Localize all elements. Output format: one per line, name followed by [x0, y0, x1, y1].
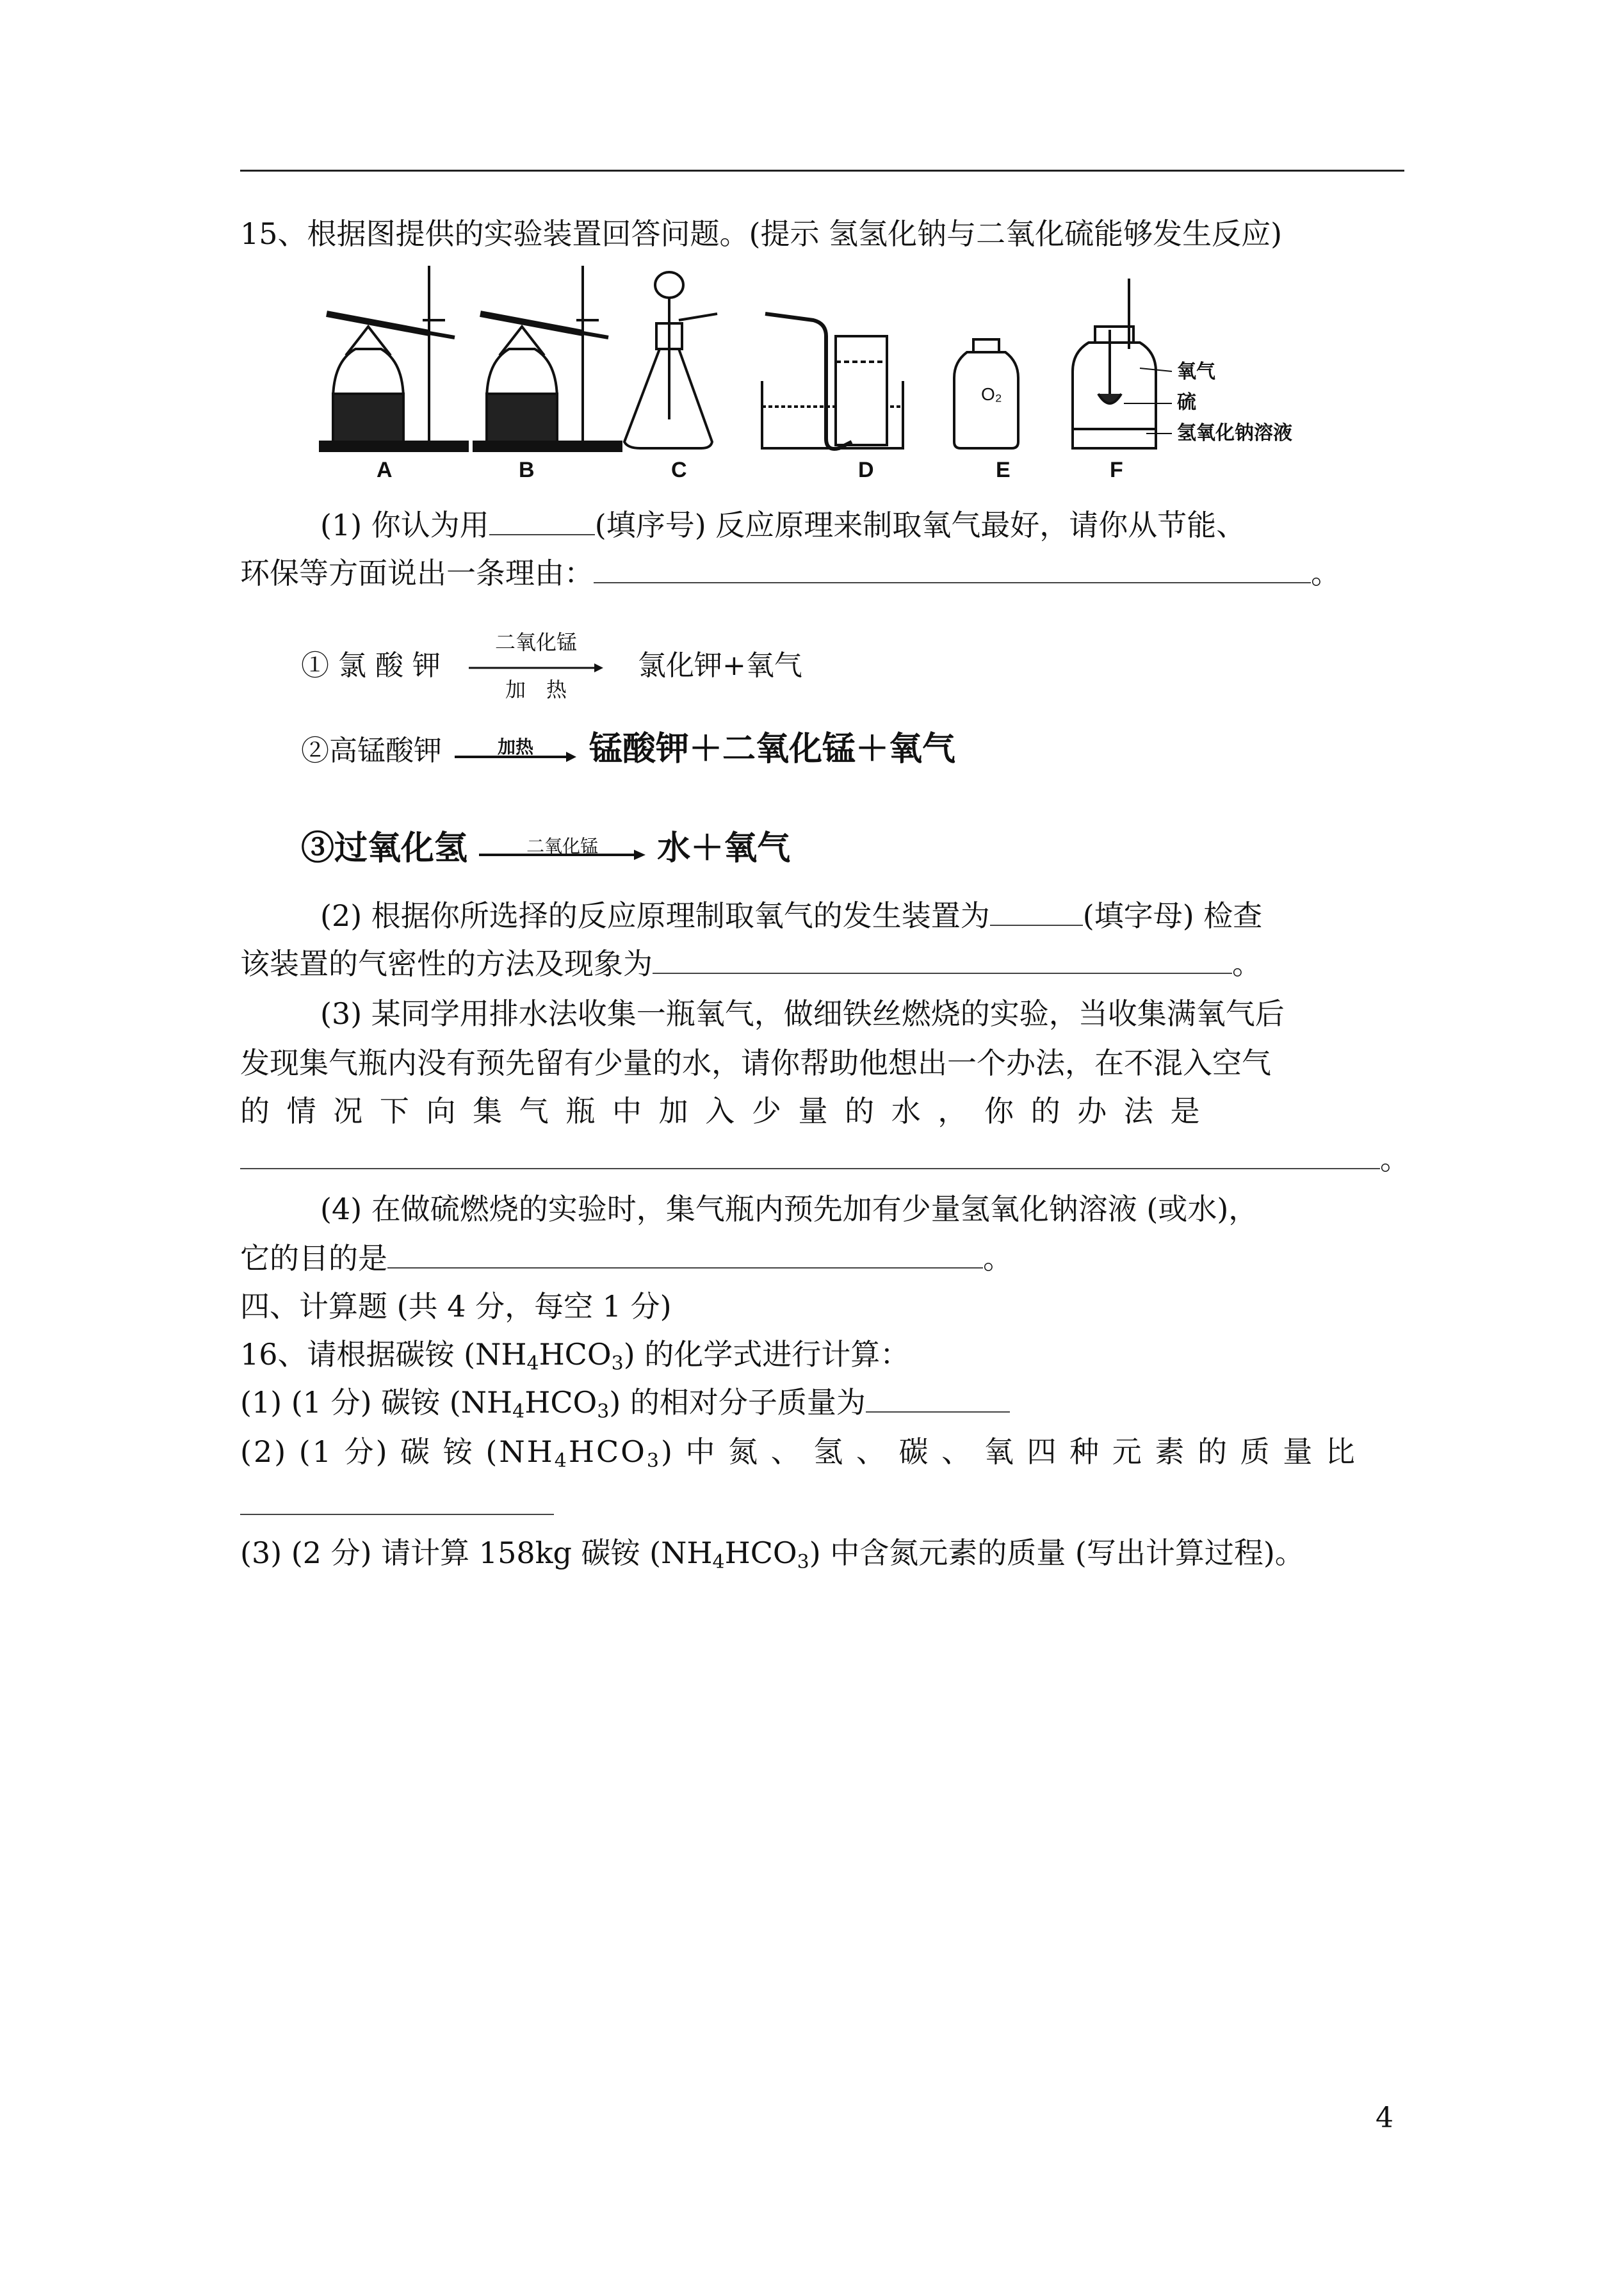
q15-part1-line2: 环保等方面说出一条理由： 。: [240, 556, 1340, 590]
q15-part2-line2: 该装置的气密性的方法及现象为 。: [240, 946, 1262, 981]
label-b: B: [519, 458, 535, 482]
equation-1: ① 氯 酸 钾 二氧化锰 加 热 氯化钾+氧气: [301, 629, 802, 702]
section-4-title: 四、计算题 (共 4 分，每空 1 分): [240, 1289, 672, 1324]
q15-part3-line3: 的 情 况 下 向 集 气 瓶 中 加 入 少 量 的 水 ， 你 的 办 法 是: [240, 1094, 1204, 1128]
answer-blank-7[interactable]: [866, 1386, 1010, 1413]
apparatus-a: [320, 266, 467, 451]
answer-blank-4[interactable]: [653, 947, 1232, 974]
apparatus-d: [762, 314, 903, 449]
q16-stem: 16、请根据碳铵 $(NH_4HCO_3)$ 的化学式进行计算：: [240, 1337, 910, 1375]
q15-stem: 15、根据图提供的实验装置回答问题。(提示 氢氢化钠与二氧化硫能够发生反应): [240, 216, 1283, 251]
q15-part3-line4: 。: [240, 1140, 1409, 1178]
page-number: 4: [1376, 2102, 1393, 2134]
apparatus-b: [474, 266, 621, 451]
answer-blank-5[interactable]: [240, 1142, 1380, 1169]
apparatus-f: [1073, 279, 1172, 448]
q15-part3-line1: (3) 某同学用排水法收集一瓶氧气，做细铁丝燃烧的实验，当收集满氧气后: [320, 996, 1285, 1031]
q16-part3: (3) (2 分) 请计算 158kg 碳铵 $(NH_4HCO_3)$ 中含氮元素的质量 (写出计算过程)。: [240, 1536, 1304, 1573]
label-c: C: [671, 458, 687, 482]
naoh-solution-label: 氢氧化钠溶液: [1177, 422, 1292, 444]
equation-3: ③过氧化氢 二氧化锰 水＋氧气: [301, 826, 790, 871]
answer-blank-3[interactable]: [990, 899, 1083, 926]
q15-part3-line2: 发现集气瓶内没有预先留有少量的水，请你帮助他想出一个办法，在不混入空气: [240, 1046, 1271, 1080]
bottle-f-labels: [1177, 357, 1292, 449]
answer-blank-6[interactable]: [387, 1242, 983, 1269]
q16-part2-answer: [240, 1486, 554, 1524]
answer-blank-1[interactable]: [489, 508, 595, 535]
header-rule: [240, 170, 1404, 172]
q15-part1-line1: (1) 你认为用 (填序号) 反应原理来制取氧气最好，请你从节能、: [320, 508, 1246, 542]
answer-blank-8[interactable]: [240, 1488, 554, 1515]
label-d: D: [858, 458, 874, 482]
q15-part4-line2: 它的目的是 。: [240, 1241, 1012, 1276]
q15-part4-line1: (4) 在做硫燃烧的实验时，集气瓶内预先加有少量氢氧化钠溶液 (或水)，: [320, 1192, 1258, 1226]
q15-part2-line1: (2) 根据你所选择的反应原理制取氧气的发生装置为 (填字母) 检查: [320, 898, 1263, 933]
bottle-e-label: O₂: [981, 384, 1002, 404]
reaction-arrow-2: 加热: [455, 734, 576, 772]
apparatus-figure: [307, 266, 1409, 496]
label-f: F: [1110, 458, 1123, 482]
equation-2: ②高锰酸钾 加热 锰酸钾＋二氧化锰＋氧气: [301, 727, 955, 774]
label-a: A: [377, 458, 393, 482]
sulfur-label: 硫: [1177, 391, 1196, 414]
oxygen-label: 氧气: [1177, 361, 1215, 383]
label-e: E: [996, 458, 1011, 482]
answer-blank-2[interactable]: [594, 556, 1311, 583]
apparatus-c: [624, 272, 717, 448]
q16-part1: (1) (1 分) 碳铵 $(NH_4HCO_3)$ 的相对分子质量为: [240, 1383, 1010, 1422]
reaction-arrow-3: 二氧化锰: [479, 832, 646, 870]
q16-part2: (2) (1 分) 碳 铵 $(NH_4HCO_3)$ 中 氮 、 氢 、 碳 、 氧 四 种 元 素 的 质 量 比: [240, 1434, 1357, 1472]
reaction-arrow-1: 二氧化锰 加 热: [469, 649, 603, 687]
